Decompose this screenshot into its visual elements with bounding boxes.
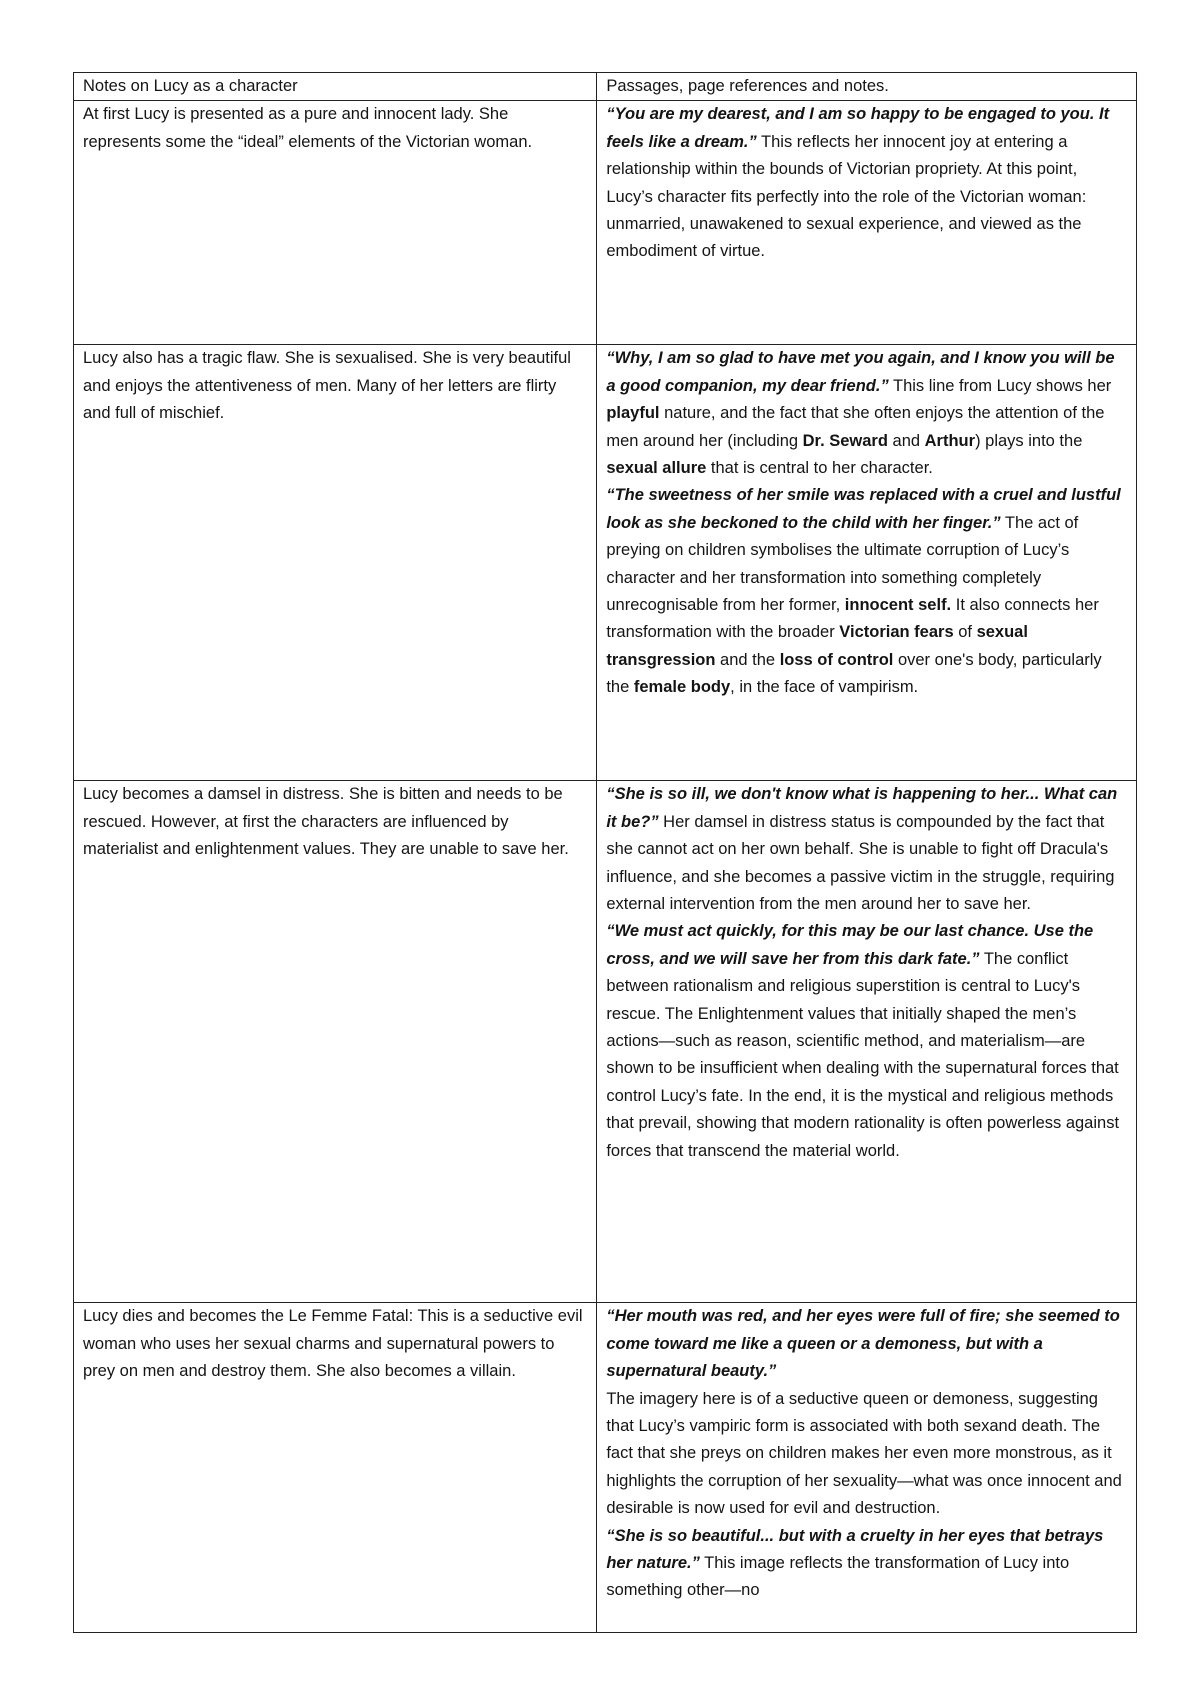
commentary: , in the face of vampirism. [730,678,919,697]
quote: “We must act quickly, for this may be our last chance. Use the cross, and we will save her from this dark fate.” [606,922,1094,968]
commentary: The act of preying on children symbolises the ultimate corruption of Lucy’s character and her transformation into something completely unrecognisable from her former, [606,513,1079,615]
quote: “You are my dearest, and I am so happy to be engaged to you. It feels like a dream.” [606,105,1110,151]
note-cell: Lucy becomes a damsel in distress. She is bitten and needs to be rescued. However, at first the characters are influenced by materialist and enlightenment values. They are unable to save her. [74,781,597,1303]
passage [606,345,1127,482]
commentary: This image reflects the transformation of Lucy into something other—no [606,1554,1070,1600]
quote: “Why, I am so glad to have met you again, and I know you will be a good companion, my dear friend.” [606,349,1115,395]
commentary: It also connects her transformation with the broader [606,596,1099,642]
commentary: This line from Lucy shows her [888,376,1112,395]
passage-cell [597,101,1137,345]
table-row [74,1303,1137,1633]
commentary: that is central to her character. [706,459,933,478]
key-term: playful [606,404,660,423]
note-cell: At first Lucy is presented as a pure and innocent lady. She represents some the “ideal” elements of the Victorian woman. [74,101,597,345]
passage [606,1386,1127,1523]
key-term: sexual allure [606,459,707,478]
commentary: and [887,431,925,450]
commentary: The imagery here is of a seductive queen or demoness, suggesting that Lucy’s vampiric form is associated with both sexand death. The fact that she preys on children makes her even more monstrous, as it highlights the corruption of her sexuality—what was once innocent and desirable is now used for evil and destruction. [606,1389,1122,1518]
table-header-row [74,73,1137,101]
key-term: Victorian fears [839,623,954,642]
table-row [74,781,1137,1303]
quote: “The sweetness of her smile was replaced with a cruel and lustful look as she beckoned to the child with her finger.” [606,486,1121,532]
commentary: of [953,623,977,642]
commentary: This reflects her innocent joy at entering a relationship within the bounds of Victorian propriety. At this point, Lucy’s character fits perfectly into the role of the Victorian woman: unmarried, unawakened to sexual experience, and viewed as the embodiment of virtue. [606,132,1087,261]
quote: “She is so beautiful... but with a cruelty in her eyes that betrays her nature.” [606,1526,1104,1573]
commentary: Her damsel in distress status is compounded by the fact that she cannot act on her own behalf. She is unable to fight off Dracula's influence, and she becomes a passive victim in the struggle, requiring external intervention from the men around her to save her. [606,812,1115,914]
key-term: loss of control [779,650,894,669]
passage-cell [597,1303,1137,1633]
key-term: Arthur [924,431,976,450]
quote: “Her mouth was red, and her eyes were full of fire; she seemed to come toward me like a queen or a demoness, but with a supernatural beauty.” [606,1307,1120,1381]
passage-cell [597,781,1137,1303]
quote: “She is so ill, we don't know what is happening to her... What can it be?” [606,785,1118,831]
key-term: female body [633,678,731,697]
commentary: over one's body, particularly the [606,650,1102,697]
header-passages: Passages, page references and notes. [597,73,1137,101]
passage [606,1303,1127,1385]
note-cell: Lucy also has a tragic flaw. She is sexualised. She is very beautiful and enjoys the attentiveness of men. Many of her letters are flirty and full of mischief. [74,345,597,781]
passage [606,918,1127,1165]
passage [606,1523,1127,1605]
commentary: and the [715,650,780,669]
commentary: nature, and the fact that she often enjoys the attention of the men around her (including [606,404,1105,450]
key-term: innocent self. [844,596,952,615]
commentary: ) plays into the [975,431,1083,450]
table-row [74,345,1137,781]
header-notes: Notes on Lucy as a character [74,73,597,101]
passage [606,101,1127,265]
commentary: The conflict between rationalism and religious superstition is central to Lucy's rescue. The Enlightenment values that initially shaped the men’s actions—such as reason, scientific method, and materialism—are shown to be insufficient when dealing with the supernatural forces that control Lucy’s fate. In the end, it is the mystical and religious methods that prevail, showing that modern rationality is often powerless against forces that transcend the material world. [606,949,1120,1160]
passage [606,781,1127,918]
table-row [74,101,1137,345]
key-term: Dr. Seward [802,431,888,450]
notes-table [73,72,1137,1633]
passage [606,482,1127,701]
passage-cell [597,345,1137,781]
note-cell: Lucy dies and becomes the Le Femme Fatal: This is a seductive evil woman who uses her sexual charms and supernatural powers to prey on men and destroy them. She also becomes a villain. [74,1303,597,1633]
key-term: sexual transgression [606,623,1028,669]
